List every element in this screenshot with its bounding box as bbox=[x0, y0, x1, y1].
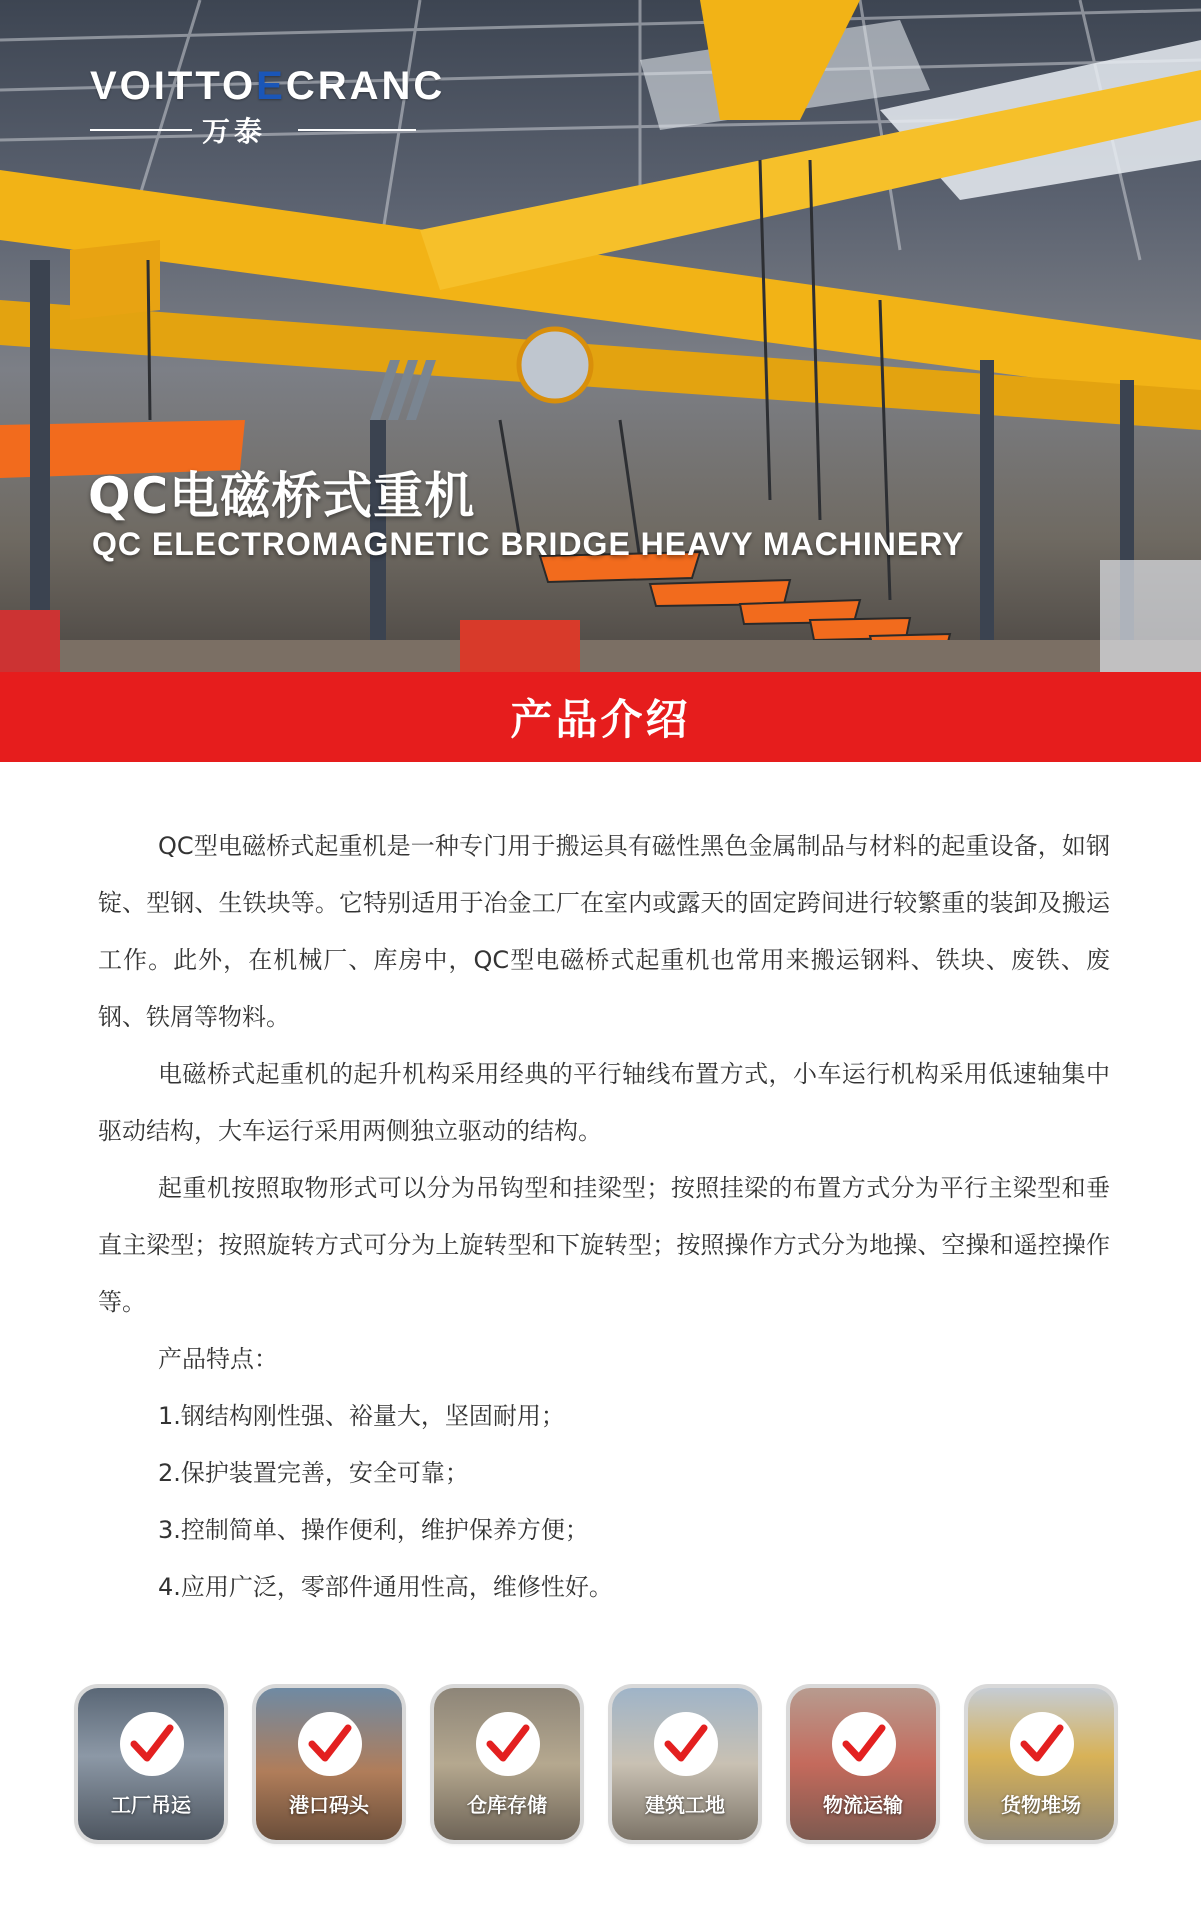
hero-subtitle: QC ELECTROMAGNETIC BRIDGE HEAVY MACHINERY bbox=[92, 526, 965, 562]
product-intro bbox=[98, 818, 1110, 1616]
features-title: 产品特点： bbox=[158, 1345, 278, 1373]
application-label: 物流运输 bbox=[823, 1793, 903, 1817]
application-tile-logistics bbox=[790, 1688, 936, 1840]
section-heading-bar bbox=[0, 672, 1201, 762]
application-tile-port bbox=[256, 1688, 402, 1840]
application-tiles bbox=[74, 1688, 1124, 1848]
intro-paragraph: QC型电磁桥式起重机是一种专门用于搬运具有磁性黑色金属制品与材料的起重设备，如钢锭、型钢、生铁块等。它特别适用于冶金工厂在室内或露天的固定跨间进行较繁重的装卸及搬运工作。此外，在机械厂、库房中，QC型电磁桥式起重机也常用来搬运钢料、铁块、废铁、废钢、铁屑等物料。 bbox=[98, 832, 1110, 1031]
brand-name-cn: 万泰 bbox=[202, 115, 267, 148]
feature-item: 2.保护装置完善，安全可靠； bbox=[158, 1459, 469, 1487]
check-icon bbox=[120, 1712, 184, 1776]
application-label: 工厂吊运 bbox=[111, 1793, 191, 1817]
application-tile-factory bbox=[78, 1688, 224, 1840]
check-icon bbox=[654, 1712, 718, 1776]
check-icon bbox=[1010, 1712, 1074, 1776]
hero-title: QC电磁桥式重机 bbox=[88, 467, 476, 525]
hero-banner bbox=[0, 0, 1201, 672]
feature-item: 1.钢结构刚性强、裕量大，坚固耐用； bbox=[158, 1402, 565, 1430]
feature-item: 4.应用广泛，零部件通用性高，维修性好。 bbox=[158, 1573, 613, 1601]
application-tile-warehouse bbox=[434, 1688, 580, 1840]
check-icon bbox=[298, 1712, 362, 1776]
intro-paragraph: 起重机按照取物形式可以分为吊钩型和挂梁型；按照挂梁的布置方式分为平行主梁型和垂直主梁型；按照旋转方式可分为上旋转型和下旋转型；按照操作方式分为地操、空操和遥控操作等。 bbox=[98, 1174, 1110, 1316]
check-icon bbox=[832, 1712, 896, 1776]
brand-wordmark: VOITTOECRANC bbox=[90, 64, 446, 108]
brand-logo bbox=[90, 64, 446, 148]
application-label: 建筑工地 bbox=[645, 1793, 725, 1817]
application-label: 港口码头 bbox=[289, 1793, 369, 1817]
application-label: 货物堆场 bbox=[1001, 1793, 1081, 1817]
feature-item: 3.控制简单、操作便利，维护保养方便； bbox=[158, 1516, 589, 1544]
application-label: 仓库存储 bbox=[467, 1793, 547, 1817]
intro-paragraph: 电磁桥式起重机的起升机构采用经典的平行轴线布置方式，小车运行机构采用低速轴集中驱动结构，大车运行采用两侧独立驱动的结构。 bbox=[98, 1060, 1110, 1145]
check-icon bbox=[476, 1712, 540, 1776]
application-tile-yard bbox=[968, 1688, 1114, 1840]
section-heading: 产品介绍 bbox=[510, 695, 691, 744]
application-tile-construction bbox=[612, 1688, 758, 1840]
